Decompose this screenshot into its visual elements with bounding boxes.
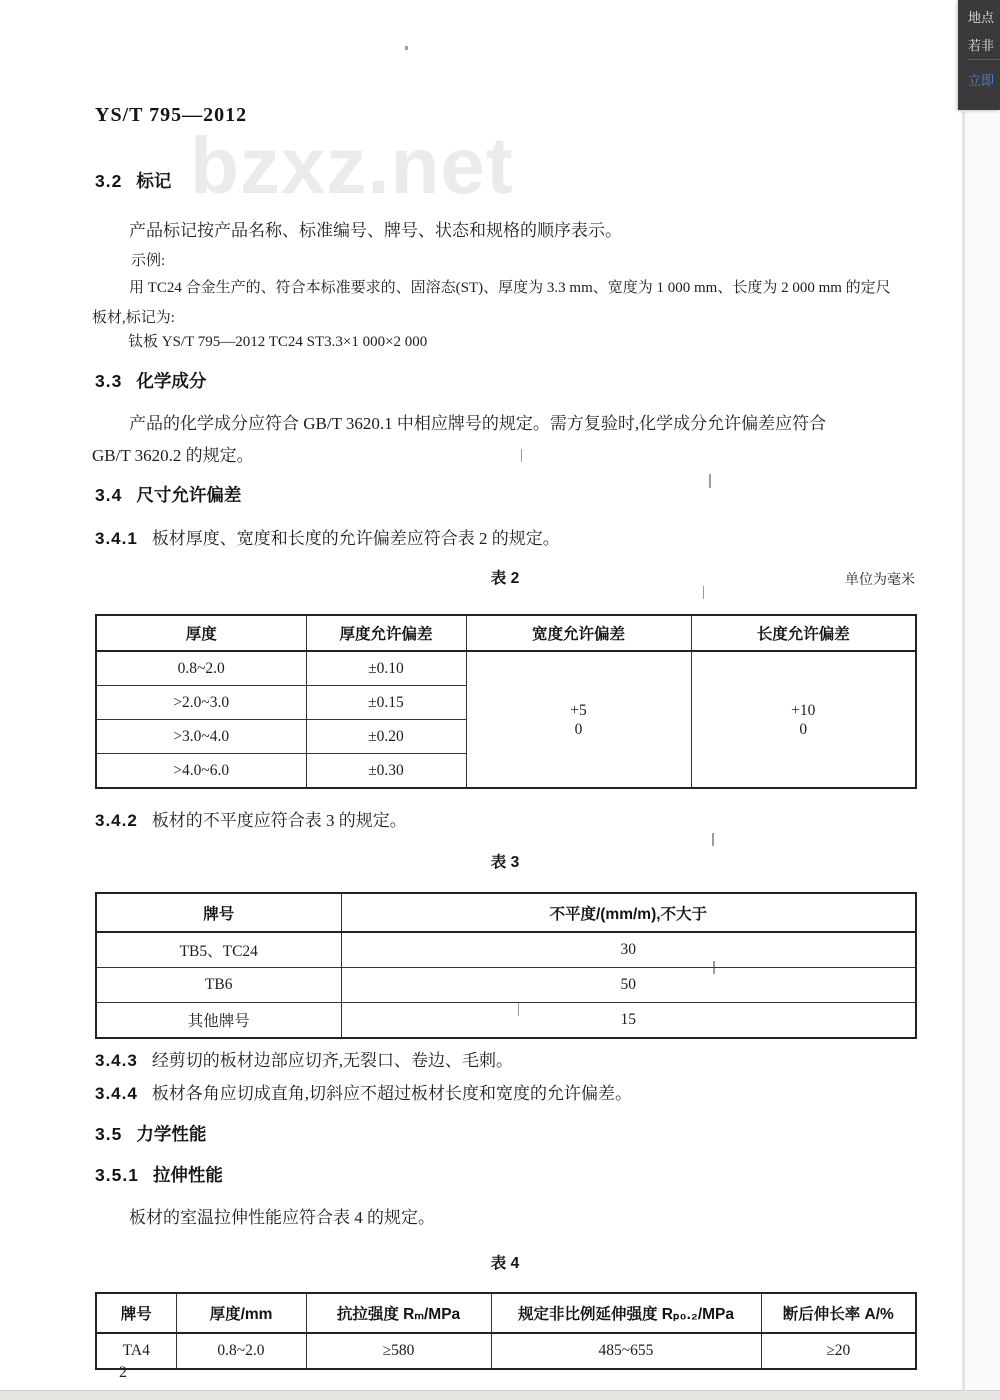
paragraph-marking: 产品标记按产品名称、标准编号、牌号、状态和规格的顺序表示。 [129,221,622,240]
section-title: 尺寸允许偏差 [136,485,242,505]
example-line-2: 板材,标记为: [92,310,175,326]
col-header: 牌号 [96,1293,176,1333]
cell-length-dev [691,651,916,788]
cell-thickness-dev: ±0.10 [306,651,466,686]
cell-thickness: 0.8~2.0 [96,651,306,686]
table-row [96,651,916,686]
col-header: 牌号 [96,893,341,932]
paragraph-chem-line-1: 产品的化学成分应符合 GB/T 3620.1 中相应牌号的规定。需方复验时,化学成分允许偏差应符合 [129,414,827,433]
cell-thickness-dev: ±0.20 [306,720,466,754]
table-row [96,1333,916,1369]
doc-number: YS/T 795—2012 [95,104,248,126]
scan-artifact [709,474,711,488]
page-number: 2 [119,1364,127,1381]
clause-3-4-3 [95,1046,513,1071]
scan-artifact [405,46,408,50]
table-row [96,968,916,1003]
width-dev-base: 0 [574,720,583,738]
scan-artifact [703,586,704,599]
clause-text: 经剪切的板材边部应切齐,无裂口、卷边、毛刺。 [151,1051,514,1070]
notification-panel [958,0,1000,110]
clause-3-4-2 [95,806,407,831]
table2-unit-note: 单位为毫米 [845,573,915,588]
clause-number: 3.4.1 [95,529,138,548]
table-4-tensile-properties [95,1292,917,1370]
table3-caption: 表 3 [490,854,520,871]
cell-thickness-dev: ±0.30 [306,754,466,789]
cell-flatness: 30 [341,932,916,968]
cell-grade: TB5、TC24 [96,932,341,968]
panel-text-line: 若非 [968,38,995,53]
cell-thickness: >2.0~3.0 [96,686,306,720]
clause-number: 3.4.4 [95,1084,138,1103]
cell-thickness: >4.0~6.0 [96,754,306,789]
panel-action-link[interactable]: 立即 [968,73,995,88]
scan-artifact [518,1003,519,1016]
example-label: 示例: [131,253,166,269]
paragraph-tensile: 板材的室温拉伸性能应符合表 4 的规定。 [129,1208,435,1227]
table2-caption: 表 2 [490,570,520,587]
section-number: 3.5 [95,1124,123,1144]
clause-3-4-4 [95,1079,632,1104]
col-header: 厚度/mm [176,1293,306,1333]
cell-flatness: 50 [341,968,916,1003]
table-3-flatness [95,892,917,1039]
clause-text: 板材各角应切成直角,切斜应不超过板材长度和宽度的允许偏差。 [151,1084,633,1103]
clause-number: 3.4.2 [95,811,138,830]
width-dev-plus: +5 [570,701,587,719]
cell-thickness: >3.0~4.0 [96,720,306,754]
example-designation: 钛板 YS/T 795—2012 TC24 ST3.3×1 000×2 000 [128,334,428,350]
scan-artifact [712,833,714,846]
scan-artifact [713,961,715,974]
panel-divider [968,59,1000,60]
length-dev-base: 0 [799,720,808,738]
table-header-row [96,1293,916,1333]
table4-caption: 表 4 [490,1255,520,1272]
section-number: 3.3 [95,371,123,391]
col-header: 抗拉强度 Rₘ/MPa [306,1293,491,1333]
cell-width-dev [466,651,691,788]
panel-text-line: 地点 [968,10,995,25]
clause-text: 板材厚度、宽度和长度的允许偏差应符合表 2 的规定。 [151,529,560,548]
col-header: 长度允许偏差 [691,615,916,651]
page-edge-line [962,112,965,1391]
table-2-dimension-deviations [95,614,917,789]
table-header-row [96,615,916,651]
cell-grade: TB6 [96,968,341,1003]
section-title: 标记 [136,171,172,191]
cell-tensile-strength: ≥580 [306,1333,491,1369]
col-header: 规定非比例延伸强度 Rₚ₀.₂/MPa [491,1293,761,1333]
col-header: 厚度允许偏差 [306,615,466,651]
cell-grade: 其他牌号 [96,1003,341,1039]
cell-thickness-dev: ±0.15 [306,686,466,720]
bottom-bar [0,1390,1000,1400]
cell-grade: TA4 [96,1333,176,1369]
section-number: 3.2 [95,171,123,191]
section-number: 3.4 [95,485,123,505]
section-heading-3-5-1 [95,1162,223,1187]
clause-number: 3.4.3 [95,1051,138,1070]
section-heading-3-2 [95,168,171,193]
table-row [96,932,916,968]
section-heading-3-4 [95,482,241,507]
section-title: 化学成分 [136,371,207,391]
cell-thickness: 0.8~2.0 [176,1333,306,1369]
site-watermark: bzxz.net [190,121,514,210]
scan-artifact [521,449,522,462]
cell-elongation: ≥20 [761,1333,916,1369]
section-heading-3-3 [95,368,206,393]
clause-text: 板材的不平度应符合表 3 的规定。 [151,811,407,830]
clause-3-4-1 [95,524,560,549]
section-number: 3.5.1 [95,1165,139,1185]
table-row [96,1003,916,1039]
example-line-1: 用 TC24 合金生产的、符合本标准要求的、固溶态(ST)、厚度为 3.3 mm、宽度为 1 000 mm、长度为 2 000 mm 的定尺 [129,280,891,296]
col-header: 断后伸长率 A/% [761,1293,916,1333]
cell-flatness: 15 [341,1003,916,1039]
section-title: 力学性能 [136,1124,207,1144]
length-dev-plus: +10 [791,701,816,719]
page-background-strip [965,112,1000,1391]
col-header: 厚度 [96,615,306,651]
col-header: 宽度允许偏差 [466,615,691,651]
paragraph-chem-line-2: GB/T 3620.2 的规定。 [92,446,254,465]
cell-proof-strength: 485~655 [491,1333,761,1369]
col-header: 不平度/(mm/m),不大于 [341,893,916,932]
section-title: 拉伸性能 [152,1165,223,1185]
table-header-row [96,893,916,932]
section-heading-3-5 [95,1121,206,1146]
